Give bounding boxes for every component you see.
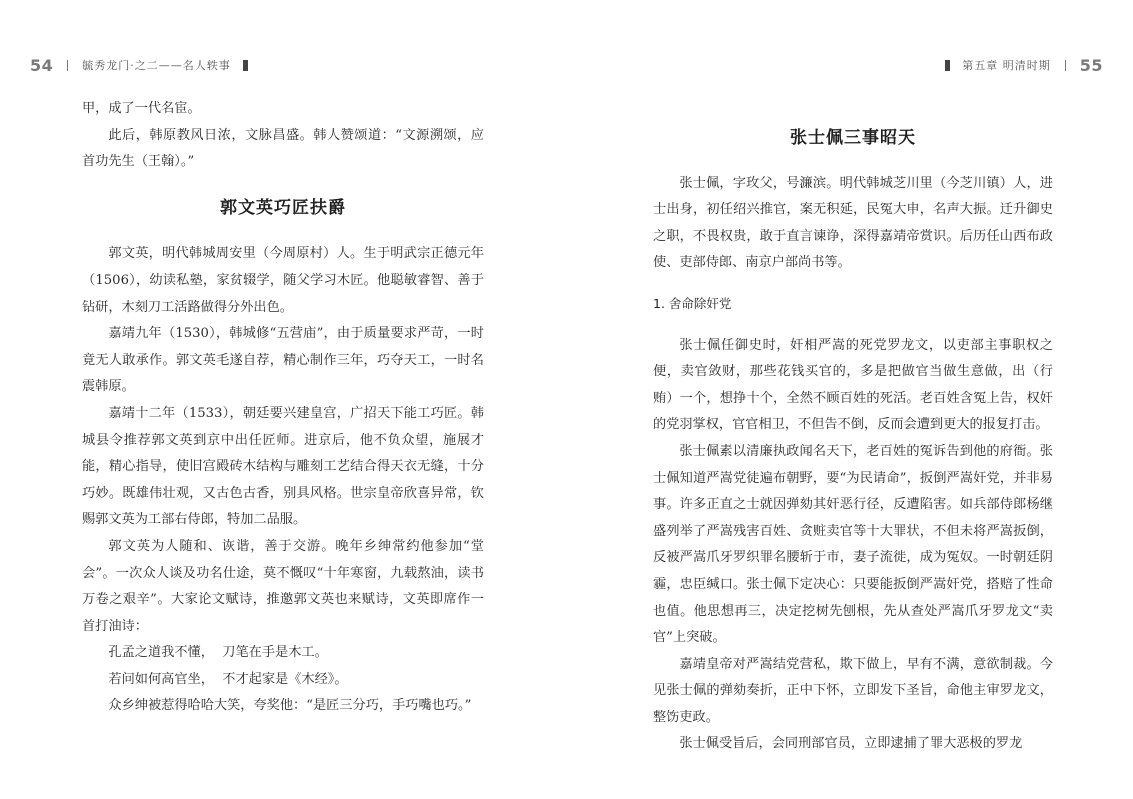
section-title: 郭文英巧匠扶爵 (220, 197, 346, 218)
paragraph: 郭文英，明代韩城周安里（今周原村）人。生于明武宗正德元年（1506），幼读私塾，家贫辍学，随父学习木匠。他聪敏睿智、善于钻研，木刻刀工活路做得分外出色。 (82, 246, 484, 315)
paragraph: 众乡绅被惹得哈哈大笑，夸奖他：“是匠三分巧，手巧嘴也巧。” (108, 698, 472, 714)
paragraph: 甲，成了一代名宦。 (82, 101, 201, 116)
header-divider (67, 60, 68, 71)
paragraph: 张士佩，字玫父，号濂滨。明代韩城芝川里（今芝川镇）人，进士出身，初任绍兴推官，案无积延，民冤大申，名声大振。迁升御史之职，不畏权贵，敢于直言谏诤，深得嘉靖帝赏识。后历任山西布政使、吏部侍郎、南京户部尚书等。 (653, 175, 1053, 271)
header-block-mark (945, 60, 950, 71)
right-running-title: 第五章 明清时期 (962, 59, 1051, 72)
paragraph: 嘉靖十二年（1533），朝廷要兴建皇宫，广招天下能工巧匠。韩城县令推荐郭文英到京中出任匠师。进京后，他不负众望，施展才能，精心指导，使旧宫殿砖木结构与雕刻工艺结合得天衣无缝，十分巧妙。既雄伟壮观，又古色古香，别具风格。世宗皇帝欣喜异常，钦赐郭文英为工部右侍郎，特加二品服。 (82, 405, 484, 528)
header-block-mark (243, 60, 248, 71)
poem-line: 孔孟之道我不懂， 刀笔在手是木工。 (108, 645, 328, 661)
section-title: 张士佩三事昭天 (790, 128, 916, 148)
paragraph: 张士佩任御史时，奸相严嵩的死党罗龙文，以吏部主事职权之便，卖官敛财，那些花钱买官的，多是把做官当做生意做，出（行贿）一个，想挣十个，全然不顾百姓的死活。老百姓含冤上告，权奸的党羽掌权，官官相卫，不但告不倒，反而会遭到更大的报复打击。 (653, 337, 1053, 433)
paragraph: 郭文英为人随和、诙谐，善于交游。晚年乡绅常约他参加“堂会”。一次众人谈及功名仕途，莫不慨叹“十年寒窗，九载熬油，读书万卷之艰辛”。大家论文赋诗，推邀郭文英也来赋诗，文英即席作一首打油诗： (82, 538, 484, 634)
paragraph: 张士佩素以清廉执政闻名天下，老百姓的冤诉告到他的府衙。张士佩知道严嵩党徒遍布朝野，要“为民请命”，扳倒严嵩奸党，并非易事。许多正直之士就因弹劾其奸恶行径，反遭陷害。如兵部侍郎杨继盛列举了严嵩残害百姓、贪赃卖官等十大罪状，不但未将严嵩扳倒，反被严嵩爪牙罗织罪名腰斩于市，妻子流徙，成为冤奴。一时朝廷阴霾，忠臣缄口。张士佩下定决心：只要能扳倒严嵩奸党，搭赔了性命也值。他思想再三，决定挖树先刨根，先从查处严嵩爪牙罗龙文“卖官”上突破。 (653, 443, 1053, 646)
left-page-header (30, 52, 260, 78)
right-page-number: 55 (1079, 55, 1103, 75)
left-page-body (82, 96, 484, 720)
paragraph: 张士佩受旨后，会同刑部官员，立即逮捕了罪大恶极的罗龙 (679, 736, 1023, 752)
paragraph: 嘉靖九年（1530），韩城修“五营庙”，由于质量要求严苛，一时竟无人敢承作。郭文英毛遂自荐，精心制作三年，巧夺天工，一时名震韩原。 (82, 326, 484, 395)
right-page-header (933, 52, 1103, 78)
poem-line: 若问如何高官坐， 不才起家是《木经》。 (108, 671, 348, 687)
paragraph: 此后，韩原教风日浓，文脉昌盛。韩人赞颂道：“文源溯颂，应首功先生（王翰）。” (82, 127, 484, 170)
subsection-title: 1. 舍命除奸党 (653, 295, 732, 311)
left-running-title: 毓秀龙门·之二——名人轶事 (82, 59, 231, 72)
paragraph: 嘉靖皇帝对严嵩结党营私，欺下做上，早有不满，意欲制裁。今见张士佩的弹劾奏折，正中下怀，立即发下圣旨，命他主审罗龙文，整饬吏政。 (653, 656, 1053, 725)
header-divider (1065, 60, 1066, 71)
left-page-number: 54 (30, 55, 54, 75)
right-page-body (653, 96, 1053, 758)
